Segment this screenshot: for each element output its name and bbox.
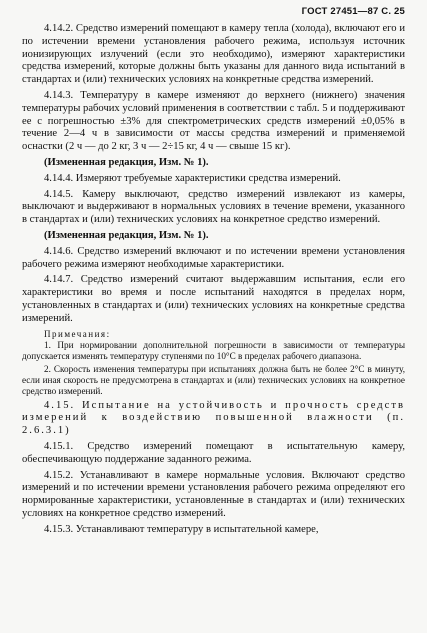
paragraph-4-14-7: 4.14.7. Средство измерений считают выдержавшим испытания, если его характеристики во время и после испытаний находятся в пределах норм, установленных в стандартах и (или) технических условиях на конкретные средства измерений.	[22, 274, 405, 324]
paragraph-4-14-2: 4.14.2. Средство измерений помещают в камеру тепла (холода), включают его и по истечении времени установления рабочего режима, используя источник ионизирующих излучений (если это необходимо), измеряют характеристики средства измерений, которые должны быть указаны для данного вида испытаний в стандартах и (или) технических условиях на конкретные средства измерений.	[22, 23, 405, 86]
paragraph-4-14-4: 4.14.4. Измеряют требуемые характеристики средства измерений.	[44, 172, 341, 184]
section-4-15-title: 4.15. Испытание на устойчивость и прочность средств измерений к воздействию повышенной влажности (п. 2.6.3.1)	[22, 399, 405, 437]
note-1: 1. При нормировании дополнительной погрешности в зависимости от температуры допускается изменять температуру ступенями по 10°С в пределах рабочего диапазона.	[22, 339, 405, 361]
note-2: 2. Скорость изменения температуры при испытаниях должна быть не более 2°С в минуту, если иная скорость не предусмотрена в стандартах и (или) технических условиях на конкретное средство измерений.	[22, 363, 405, 397]
paragraph-4-15-1: 4.15.1. Средство измерений помещают в испытательную камеру, обеспечивающую поддержание заданного режима.	[22, 440, 405, 465]
paragraph-4-15-2: 4.15.2. Устанавливают в камере нормальные условия. Включают средство измерений и по истечении времени установления рабочего режима определяют его нормированные характеристики, установленные в стандартах и (или) технических условиях на конкретное средство измерений.	[22, 469, 405, 519]
paragraph-4-14-6: 4.14.6. Средство измерений включают и по истечении времени установления рабочего режима измеряют необходимые характеристики.	[22, 245, 405, 270]
notes-title: Примечания:	[44, 328, 111, 339]
amendment-note: (Измененная редакция, Изм. № 1).	[44, 229, 209, 241]
page-header: ГОСТ 27451—87 С. 25	[301, 6, 405, 17]
amendment-note: (Измененная редакция, Изм. № 1).	[44, 156, 209, 168]
paragraph-4-14-5: 4.14.5. Камеру выключают, средство измерений извлекают из камеры, выключают и выдерживают в нормальных условиях в течение времени, указанного в стандартах и (или) технических условиях на конкретное средство измерений.	[22, 188, 405, 226]
paragraph-4-15-3: 4.15.3. Устанавливают температуру в испытательной камере,	[44, 523, 319, 535]
paragraph-4-14-3: 4.14.3. Температуру в камере изменяют до верхнего (нижнего) значения температуры рабочих условий применения в соответствии с табл. 5 и поддерживают ее с погрешностью ±3% для спектрометрических средств измерений ±0,05% в течение 2—4 ч в зависимости от массы средства измерений и применяемой оснастки (2 ч — до 2 кг, 3 ч — 2÷15 кг, 4 ч — свыше 15 кг).	[22, 89, 405, 153]
